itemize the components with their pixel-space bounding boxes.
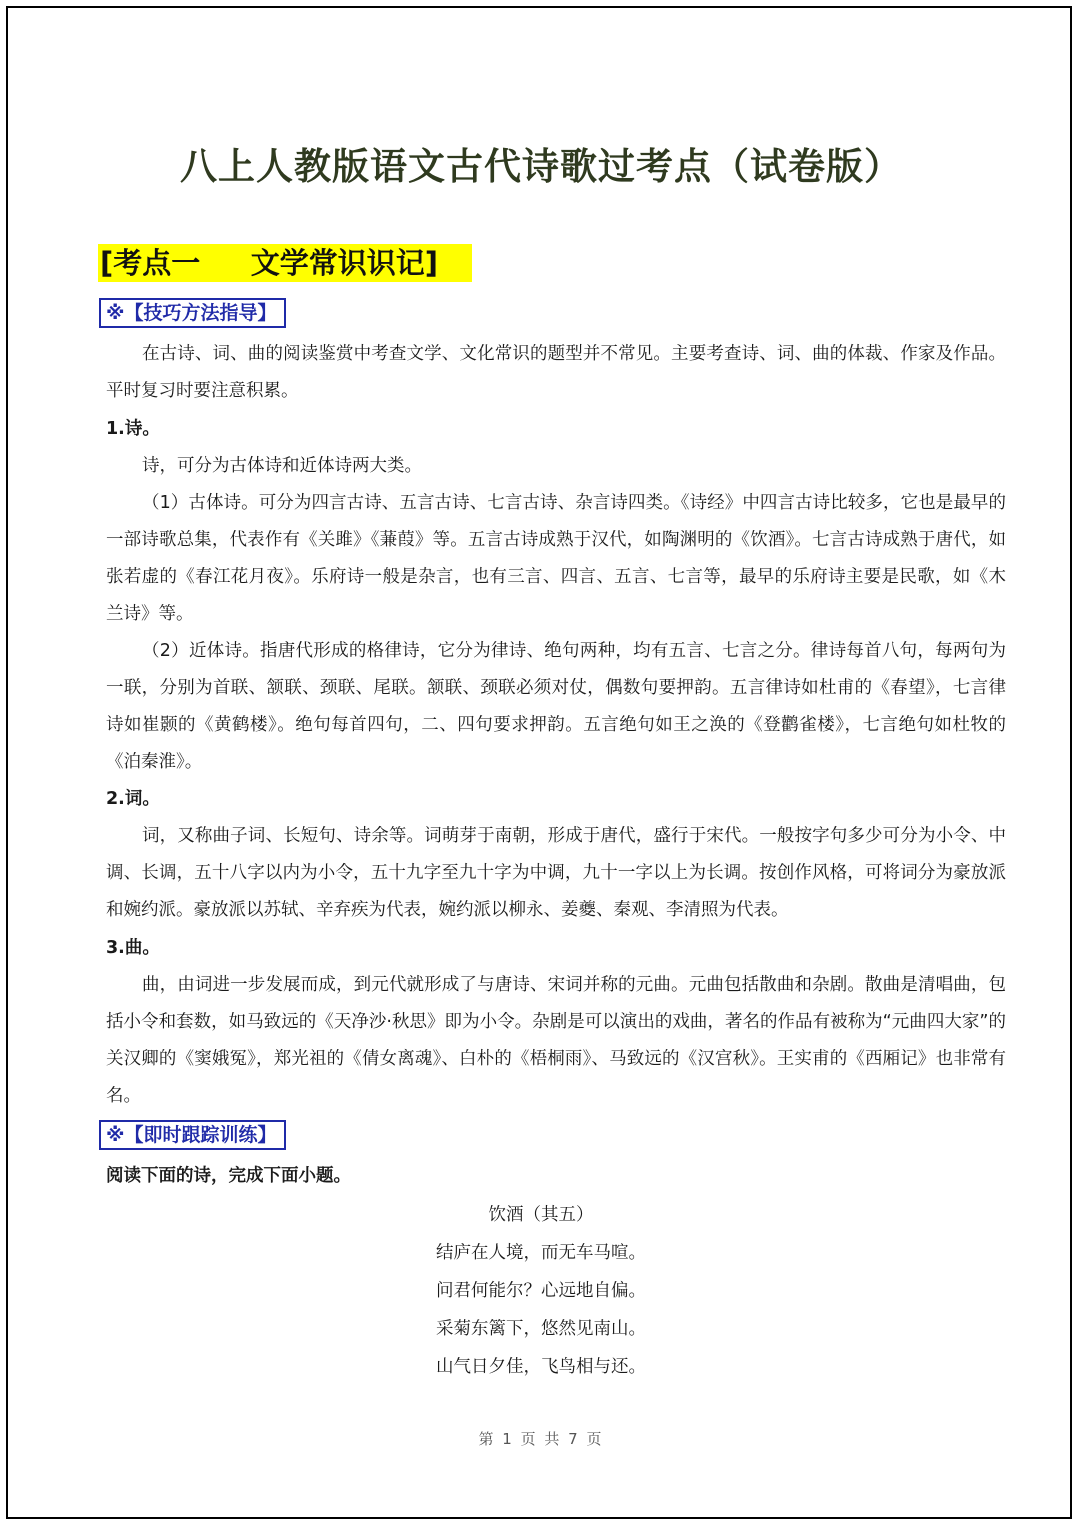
method-guide-tag: ※【技巧方法指导】 <box>99 298 286 328</box>
poem-line-2: 问君何能尔？心远地自偏。 <box>436 1281 646 1301</box>
poem-line-3: 采菊东篱下，悠然见南山。 <box>436 1319 646 1339</box>
practice-tag: ※【即时跟踪训练】 <box>99 1120 286 1150</box>
page-footer: 第 1 页 共 7 页 <box>478 1430 604 1448</box>
poem-line-4: 山气日夕佳，飞鸟相与还。 <box>436 1357 646 1377</box>
qu-paragraph: 曲，由词进一步发展而成，到元代就形成了与唐诗、宋词并称的元曲。元曲包括散曲和杂剧。散曲是清唱曲，包括小令和套数，如马致远的《天净沙·秋思》即为小令。杂剧是可以演出的戏曲，著名的作品有被称为“元曲四大家”的关汉卿的《窦娥冤》，郑光祖的《倩女离魂》、白朴的《梧桐雨》、马致远的《汉宫秋》。王实甫的《西厢记》也非常有名。 <box>106 975 1006 1106</box>
poem-line-1: 结庐在人境，而无车马喧。 <box>436 1243 646 1263</box>
reading-instruction: 阅读下面的诗，完成下面小题。 <box>106 1166 351 1186</box>
ci-paragraph: 词，又称曲子词、长短句、诗余等。词萌芽于南朝，形成于唐代，盛行于宋代。一般按字句多少可分为小令、中调、长调，五十八字以内为小令，五十九字至九十字为中调，九十一字以上为长调。按创作风格，可将词分为豪放派和婉约派。豪放派以苏轼、辛弃疾为代表，婉约派以柳永、姜夔、秦观、李清照为代表。 <box>106 826 1006 920</box>
poetry-paragraph-3: （2）近体诗。指唐代形成的格律诗，它分为律诗、绝句两种，均有五言、七言之分。律诗每首八句，每两句为一联，分别为首联、颔联、颈联、尾联。颔联、颈联必须对仗，偶数句要押韵。五言律诗如杜甫的《春望》，七言律诗如崔颢的《黄鹤楼》。绝句每首四句，二、四句要求押韵。五言绝句如王之涣的《登鹳雀楼》，七言绝句如杜牧的《泊秦淮》。 <box>106 641 1006 772</box>
intro-paragraph: 在古诗、词、曲的阅读鉴赏中考查文学、文化常识的题型并不常见。主要考查诗、词、曲的体裁、作家及作品。平时复习时要注意积累。 <box>106 344 1006 401</box>
document-page <box>6 6 1072 1519</box>
poetry-heading: 1.诗。 <box>106 419 160 439</box>
ci-heading: 2.词。 <box>106 789 160 809</box>
poetry-paragraph-2: （1）古体诗。可分为四言古诗、五言古诗、七言古诗、杂言诗四类。《诗经》中四言古诗比较多，它也是最早的一部诗歌总集，代表作有《关雎》《蒹葭》等。五言古诗成熟于汉代，如陶渊明的《饮酒》。七言古诗成熟于唐代，如张若虚的《春江花月夜》。乐府诗一般是杂言，也有三言、四言、五言、七言等，最早的乐府诗主要是民歌，如《木兰诗》等。 <box>106 493 1006 624</box>
qu-heading: 3.曲。 <box>106 938 160 958</box>
poetry-paragraph-1: 诗，可分为古体诗和近体诗两大类。 <box>142 456 422 476</box>
poem-title: 饮酒（其五） <box>488 1205 594 1225</box>
section-heading-1: [考点一 文学常识识记] <box>98 244 472 282</box>
page-title: 八上人教版语文古代诗歌过考点（试卷版） <box>180 145 902 188</box>
